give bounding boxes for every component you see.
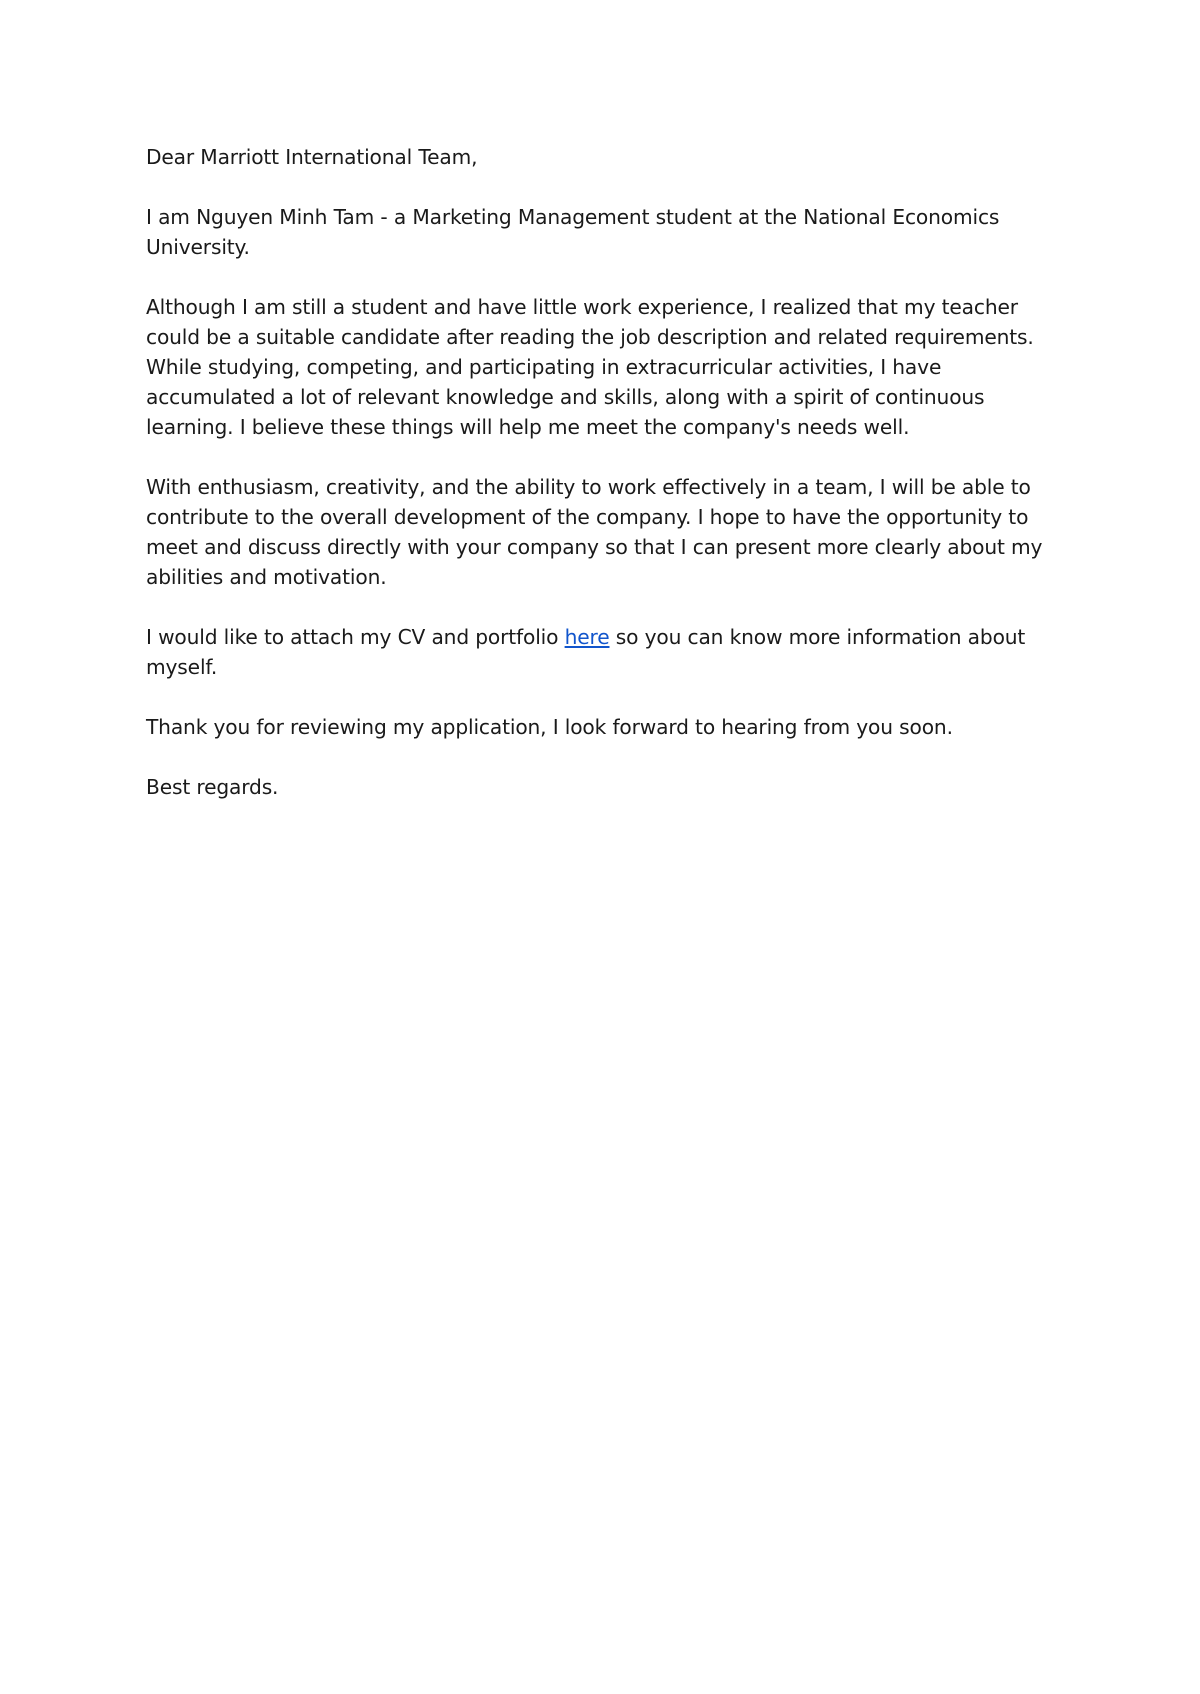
contribution-paragraph: With enthusiasm, creativity, and the ability to work effectively in a team, I will be able to contribute to the overall development of the company. I hope to have the opportunity to meet and discuss directly with your company so that I can present more clearly about my abilities and motivation. bbox=[146, 475, 1043, 589]
attachment-text-before: I would like to attach my CV and portfolio bbox=[146, 625, 565, 649]
portfolio-link[interactable]: here bbox=[564, 625, 610, 649]
thanks-paragraph: Thank you for reviewing my application, I look forward to hearing from you soon. bbox=[146, 715, 953, 739]
attachment-text-after: so you can know more information about myself. bbox=[146, 625, 1026, 679]
attachment-paragraph bbox=[146, 622, 1076, 682]
closing: Best regards. bbox=[146, 775, 279, 799]
cover-letter-body bbox=[146, 142, 1076, 832]
salutation: Dear Marriott International Team, bbox=[146, 145, 478, 169]
intro-paragraph: I am Nguyen Minh Tam - a Marketing Management student at the National Economics University. bbox=[146, 205, 1000, 259]
experience-paragraph: Although I am still a student and have little work experience, I realized that my teacher could be a suitable candidate after reading the job description and related requirements. While studying, competing, and participating in extracurricular activities, I have accumulated a lot of relevant knowledge and skills, along with a spirit of continuous learning. I believe these things will help me meet the company's needs well. bbox=[146, 295, 1034, 439]
